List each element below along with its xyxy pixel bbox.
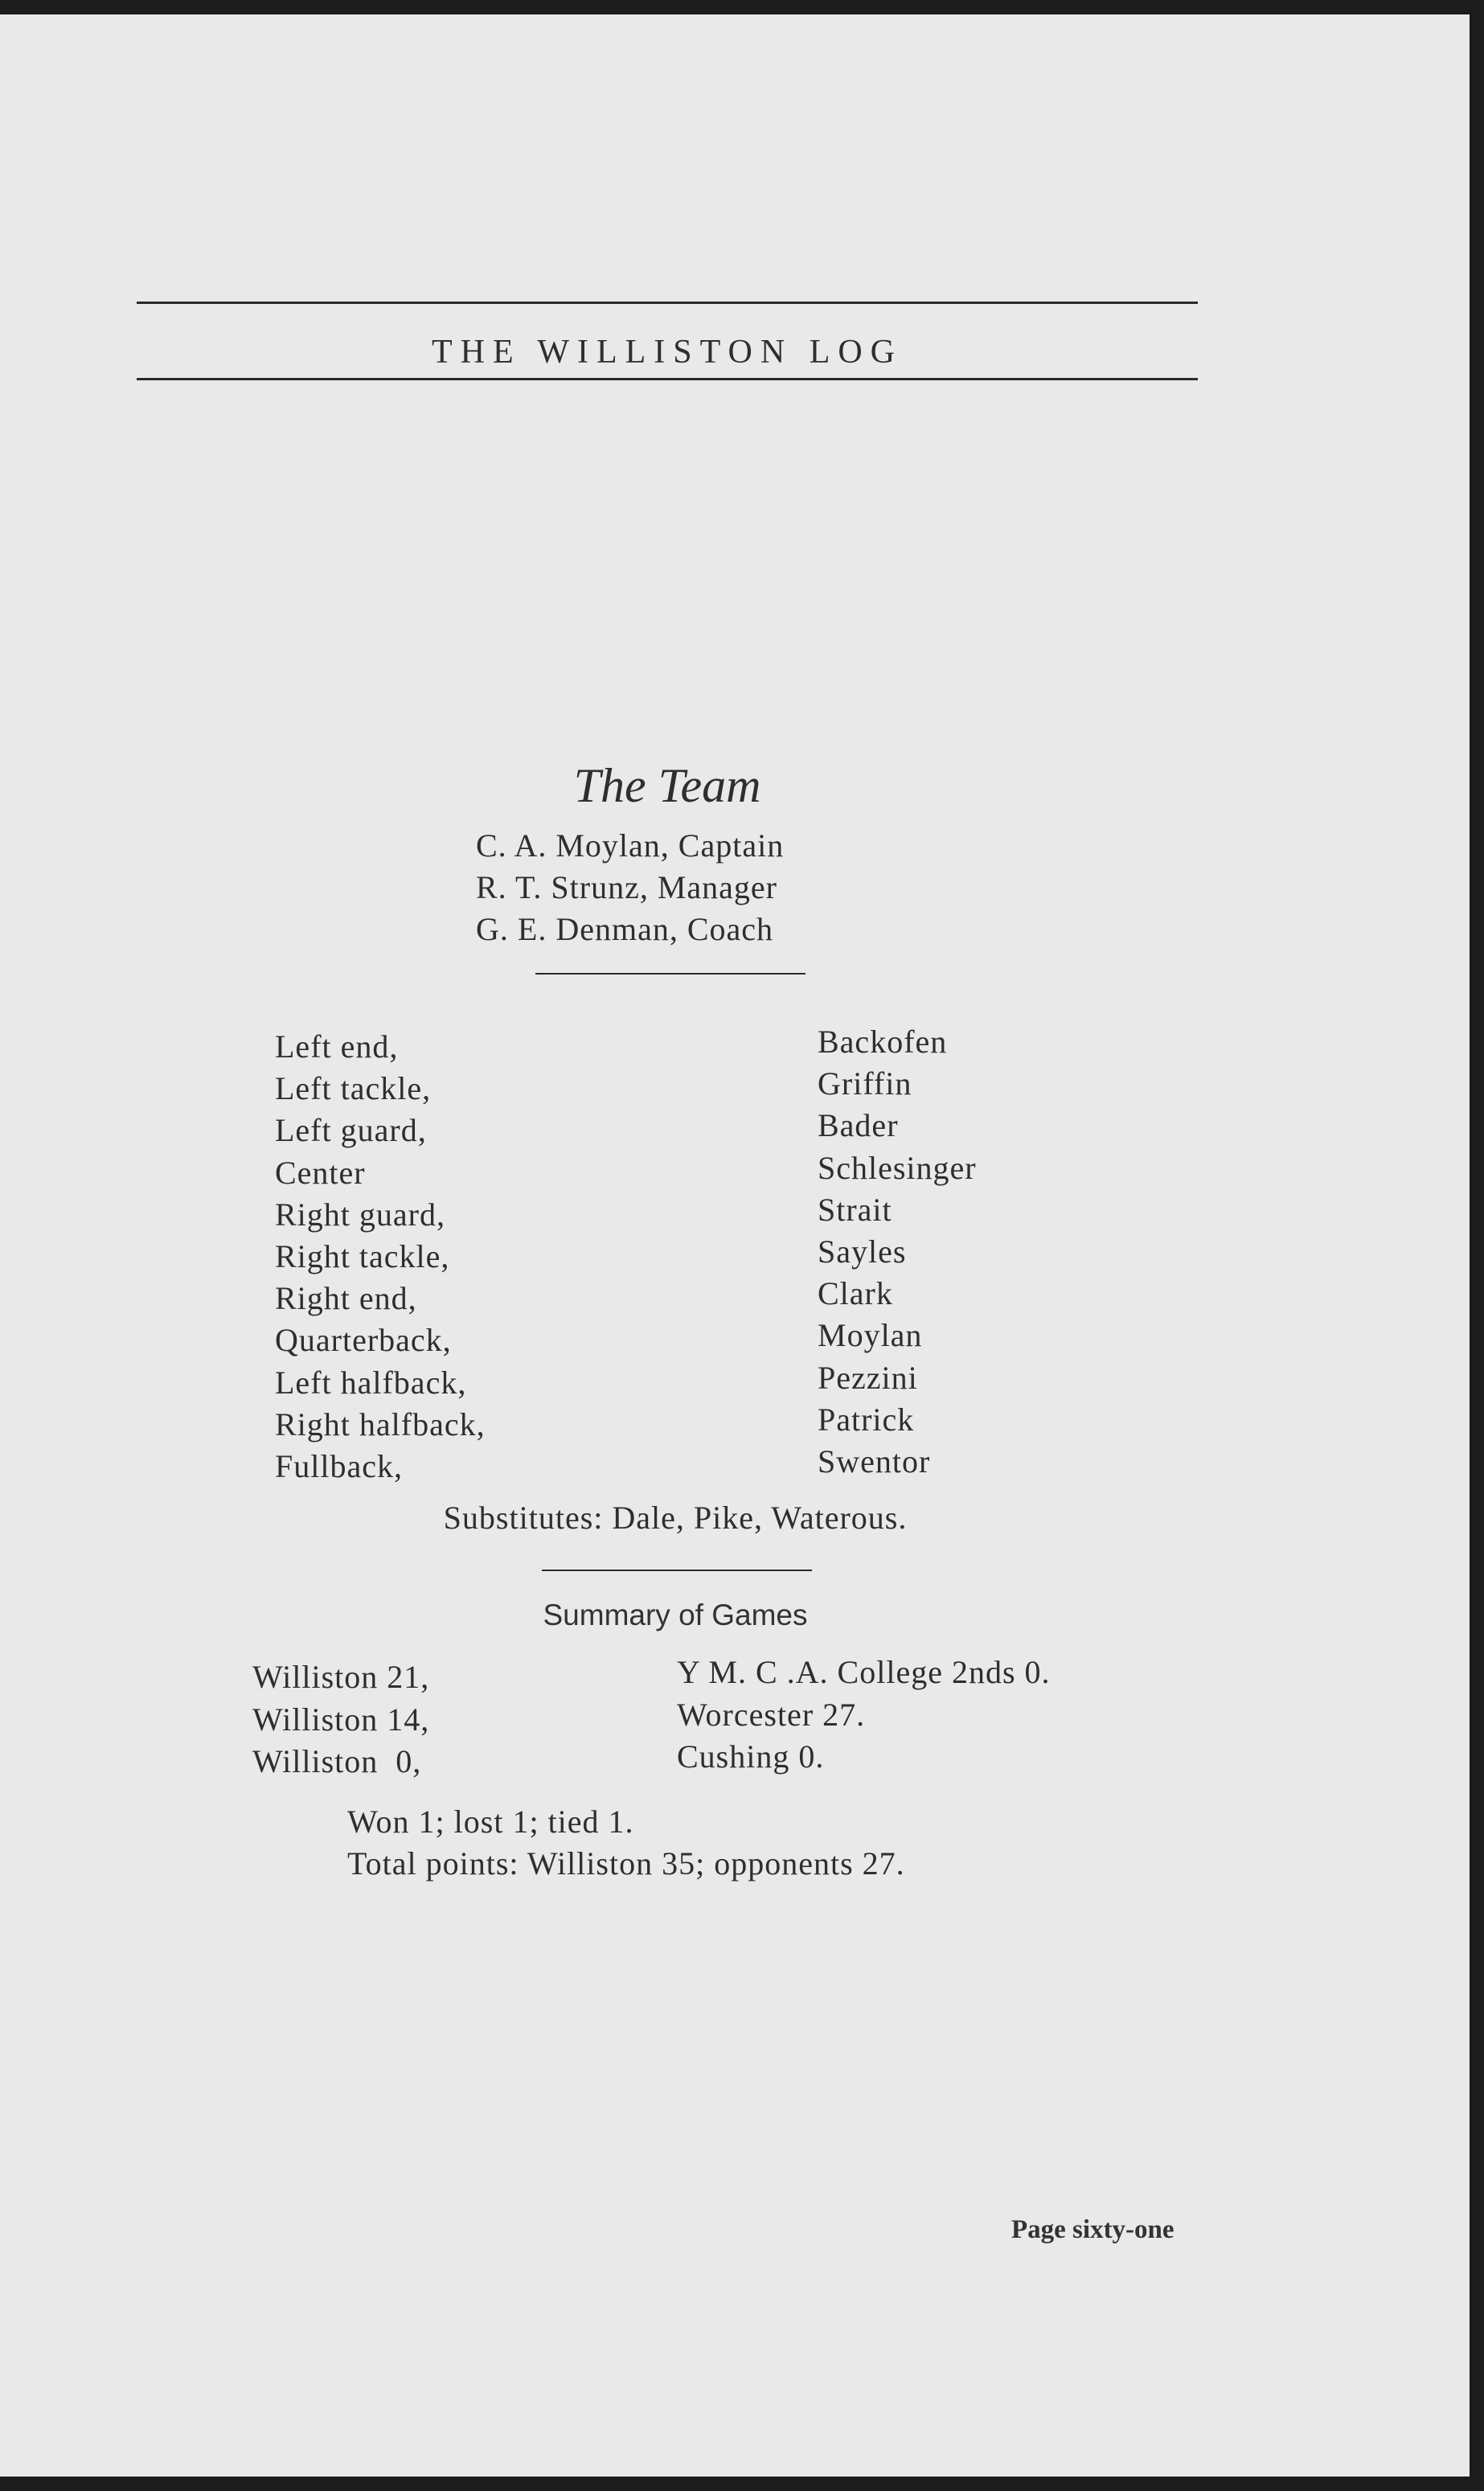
player-name: Swentor	[818, 1443, 931, 1480]
player-name: Clark	[818, 1275, 893, 1312]
officer-captain: C. A. Moylan, Captain	[476, 827, 785, 864]
player-name: Bader	[818, 1107, 899, 1144]
williston-score: Williston 0,	[252, 1743, 422, 1779]
team-heading: The Team	[573, 759, 761, 812]
season-record: Won 1; lost 1; tied 1.	[347, 1804, 634, 1840]
player-name: Pezzini	[818, 1359, 918, 1396]
position-center: Center	[275, 1154, 366, 1191]
substitutes-line: Substitutes: Dale, Pike, Waterous.	[443, 1500, 908, 1536]
officer-coach: G. E. Denman, Coach	[476, 911, 774, 947]
position-left-halfback: Left halfback,	[275, 1364, 467, 1401]
player-name: Moylan	[818, 1317, 923, 1354]
players-column	[818, 1021, 977, 1483]
player-name: Sayles	[818, 1233, 907, 1270]
player-name: Strait	[818, 1191, 892, 1228]
header-bottom-rule	[137, 378, 1198, 380]
position-left-guard: Left guard,	[275, 1112, 427, 1149]
player-name: Patrick	[818, 1401, 915, 1438]
header-top-rule	[137, 302, 1198, 304]
williston-scores-column	[252, 1656, 429, 1783]
player-name: Backofen	[818, 1024, 948, 1060]
opponent-score: Worcester 27.	[677, 1696, 866, 1733]
section-divider	[535, 973, 806, 975]
page-number: Page sixty-one	[1011, 2215, 1174, 2244]
position-right-end: Right end,	[275, 1280, 417, 1317]
position-left-end: Left end,	[275, 1028, 399, 1065]
position-right-halfback: Right halfback,	[275, 1406, 486, 1442]
summary-heading: Summary of Games	[543, 1598, 808, 1631]
position-right-tackle: Right tackle,	[275, 1238, 450, 1275]
player-name: Griffin	[818, 1065, 912, 1102]
opponent-scores-column	[677, 1652, 1051, 1779]
position-quarterback: Quarterback,	[275, 1322, 452, 1359]
running-header: THE WILLISTON LOG	[431, 334, 904, 371]
position-fullback: Fullback,	[275, 1448, 403, 1485]
officer-manager: R. T. Strunz, Manager	[476, 869, 778, 905]
player-name: Schlesinger	[818, 1149, 977, 1186]
total-points: Total points: Williston 35; opponents 27.	[347, 1845, 905, 1882]
page	[0, 14, 1470, 2477]
positions-column	[275, 1026, 486, 1488]
officers-list	[476, 825, 784, 950]
williston-score: Williston 21,	[252, 1659, 430, 1695]
williston-score: Williston 14,	[252, 1701, 430, 1738]
position-right-guard: Right guard,	[275, 1196, 445, 1233]
position-left-tackle: Left tackle,	[275, 1070, 432, 1107]
section-divider	[542, 1570, 812, 1571]
season-totals	[347, 1801, 905, 1885]
opponent-score: Y M. C .A. College 2nds 0.	[677, 1654, 1051, 1690]
opponent-score: Cushing 0.	[677, 1738, 825, 1775]
